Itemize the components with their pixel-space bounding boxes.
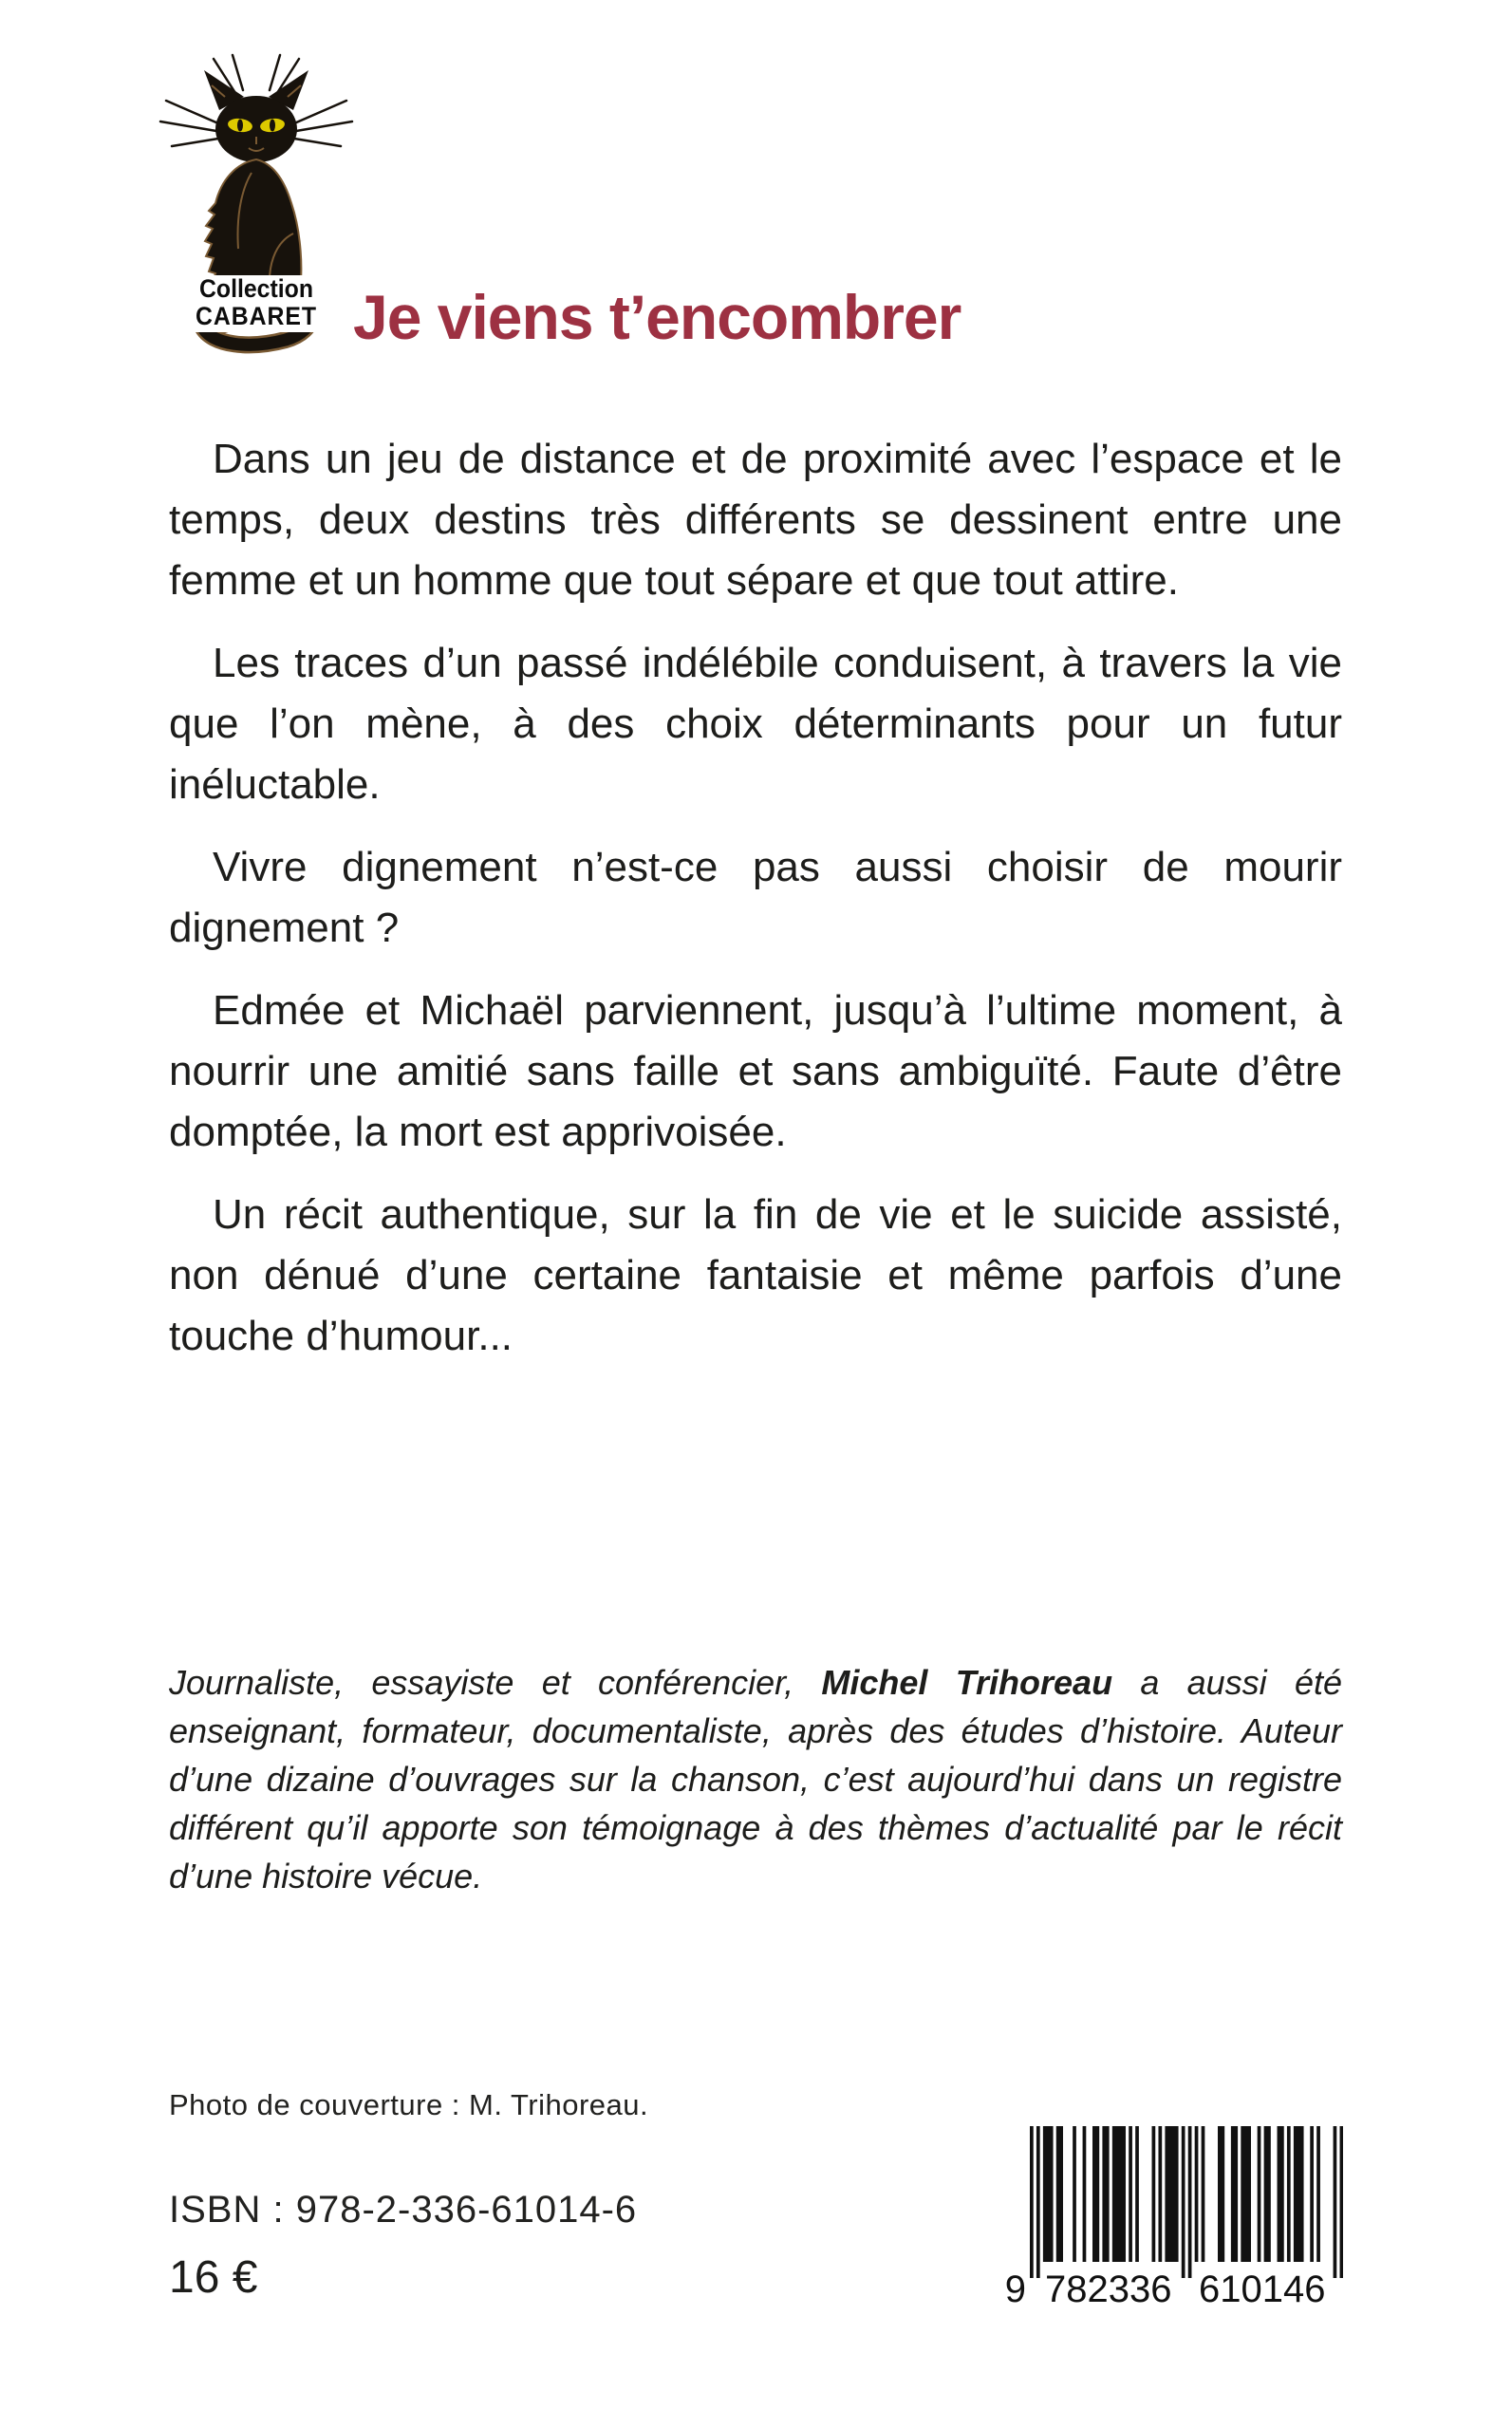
collection-cabaret-logo [157,53,356,355]
barcode-digits [1004,2269,1343,2311]
blurb-paragraph-2: Les traces d’un passé indélébile conduisent, à travers la vie que l’on mène, à des choix déterminants pour un futur inéluctable. [169,640,1342,808]
cabaret-word: CABARET [196,302,317,330]
blurb-paragraph-1: Dans un jeu de distance et de proximité avec l’espace et le temps, deux destins très différents se dessinent entre une femme et un homme que tout sépare et que tout attire. [169,436,1342,604]
barcode-bars [1030,2126,1343,2283]
collection-label [161,275,351,332]
price-text: 16 € [169,2252,258,2303]
bio-before: Journaliste, essayiste et conférencier, [169,1663,822,1702]
bio-after: a aussi été enseignant, formateur, documentaliste, après des études d’histoire. Auteur d’une dizaine d’ouvrages sur la chanson, c’est aujourd’hui dans un registre différent qu’il apporte son témoignage à des thèmes d’actualité par le récit d’une histoire vécue. [169,1663,1342,1895]
barcode-group1: 7 8 2 3 3 6 [1045,2269,1172,2310]
barcode-first-digit: 9 [1004,2269,1026,2310]
page-title: Je viens t’encombrer [353,282,961,352]
author-bio [169,1658,1342,1900]
blurb-paragraph-5: Un récit authentique, sur la fin de vie et le suicide assisté, non dénué d’une certaine fantaisie et même parfois d’une touche d’humour... [169,1191,1342,1359]
isbn-text: ISBN : 978-2-336-61014-6 [169,2189,638,2231]
collection-word: Collection [198,274,314,303]
photo-credit: Photo de couverture : M. Trihoreau. [169,2088,649,2121]
author-name: Michel Trihoreau [821,1663,1113,1702]
ean13-barcode [1004,2126,1343,2310]
blurb [169,429,1342,1389]
barcode-group2: 6 1 0 1 4 6 [1199,2269,1326,2310]
blurb-paragraph-4: Edmée et Michaël parviennent, jusqu’à l’ultime moment, à nourrir une amitié sans faille et sans ambiguïté. Faute d’être domptée, la mort est apprivoisée. [169,987,1342,1155]
blurb-paragraph-3: Vivre dignement n’est-ce pas aussi choisir de mourir dignement ? [169,844,1342,951]
